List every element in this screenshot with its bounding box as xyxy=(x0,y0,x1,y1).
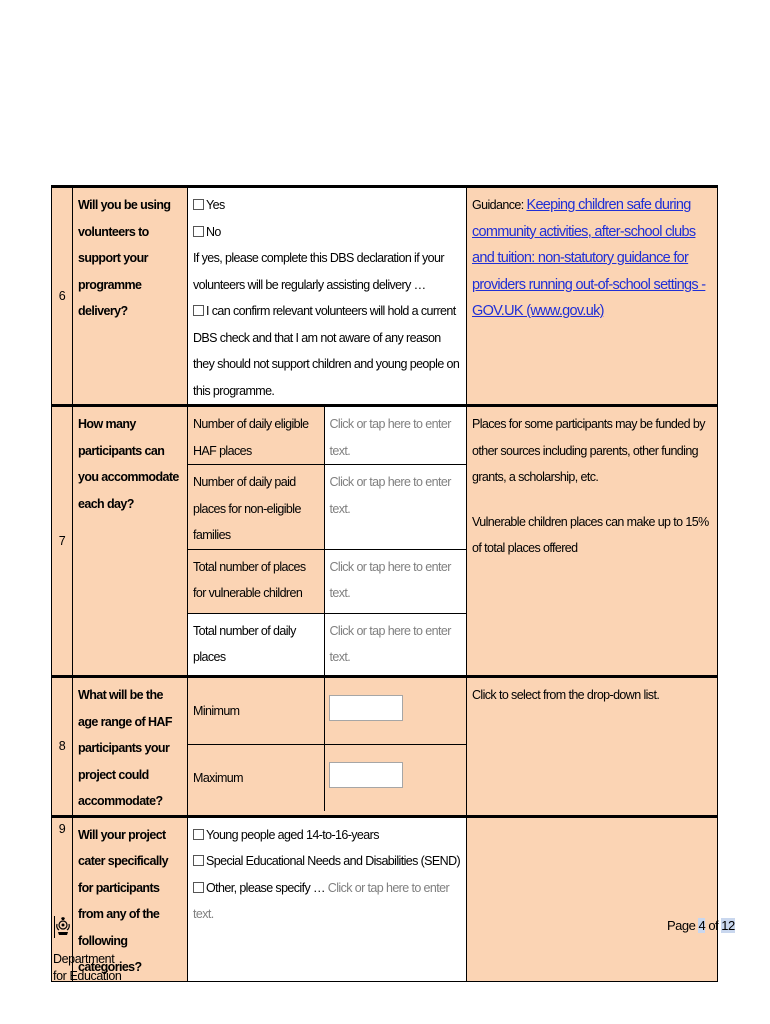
dbs-confirm-text: I can confirm relevant volunteers will hold a current DBS check and that I am not aware of any reason they should not support children and young people on this programme. xyxy=(193,304,460,398)
department-name xyxy=(53,951,123,985)
option-young-people[interactable] xyxy=(193,822,462,849)
age-range-fields xyxy=(188,677,467,817)
page-current: 4 xyxy=(698,918,706,933)
daily-paid-label: Number of daily paid places for non-eligible families xyxy=(188,465,324,550)
maximum-cell xyxy=(324,744,467,811)
checkbox-icon[interactable] xyxy=(193,305,204,316)
question-volunteers: Will you be using volunteers to support your programme delivery? xyxy=(73,187,188,406)
row-6 xyxy=(52,187,718,406)
option-other-label: Other, please specify … xyxy=(206,880,328,895)
daily-eligible-label: Number of daily eligible HAF places xyxy=(188,407,324,465)
option-yes[interactable] xyxy=(193,192,462,219)
total-daily-label: Total number of daily places xyxy=(188,613,324,675)
question-age-range: What will be the age range of HAF participants your project could accommodate? xyxy=(73,677,188,817)
option-send-label: Special Educational Needs and Disabilities (SEND) xyxy=(206,854,461,868)
page-number xyxy=(667,918,735,933)
checkbox-icon[interactable] xyxy=(193,226,204,237)
application-form-table xyxy=(51,185,718,982)
row-number-6: 6 xyxy=(52,187,73,406)
option-young-people-label: Young people aged 14-to-16-years xyxy=(206,827,379,842)
row-9 xyxy=(52,816,718,981)
guidance-link[interactable]: Keeping children safe during community activities, after-school clubs and tuition: non-statutory guidance for providers running out-of-school settings - GOV.UK (www.gov.uk) xyxy=(472,197,706,319)
categories-options xyxy=(188,816,467,981)
age-range-subtable xyxy=(188,678,467,811)
minimum-label: Minimum xyxy=(188,678,324,744)
guidance-vulnerable: Vulnerable children places can make up to 15% of total places offered xyxy=(472,514,709,555)
answer-volunteers xyxy=(188,187,467,406)
dbs-instruction: If yes, please complete this DBS declaration if your volunteers will be regularly assisting delivery … xyxy=(193,251,444,292)
row-7 xyxy=(52,406,718,677)
checkbox-icon[interactable] xyxy=(193,882,204,893)
checkbox-icon[interactable] xyxy=(193,855,204,866)
checkbox-icon[interactable] xyxy=(193,829,204,840)
option-no[interactable] xyxy=(193,219,462,246)
question-categories: Will your project cater specifically for participants from any of the following categories? xyxy=(73,816,188,981)
page-total: 12 xyxy=(721,918,735,933)
row-number-9: 9 xyxy=(52,816,73,981)
guidance-participants xyxy=(467,406,718,677)
guidance-volunteers xyxy=(467,187,718,406)
row-8 xyxy=(52,677,718,817)
option-send[interactable] xyxy=(193,848,462,875)
participants-fields xyxy=(188,406,467,677)
vulnerable-places-input[interactable]: Click or tap here to enter text. xyxy=(324,549,467,613)
guidance-age-range: Click to select from the drop-down list. xyxy=(467,677,718,817)
guidance-prefix: Guidance: xyxy=(472,198,527,212)
row-number-8: 8 xyxy=(52,677,73,817)
other-specify-input[interactable]: Click or tap here to enter text. xyxy=(193,880,450,921)
department-line-2: for Education xyxy=(53,969,122,983)
dfe-logo xyxy=(53,916,123,985)
minimum-cell xyxy=(324,678,467,744)
royal-crest-icon xyxy=(53,916,73,938)
option-other[interactable] xyxy=(193,875,462,928)
option-no-label: No xyxy=(206,224,221,239)
guidance-categories xyxy=(467,816,718,981)
daily-eligible-input[interactable]: Click or tap here to enter text. xyxy=(324,407,467,465)
page-of: of xyxy=(705,918,722,933)
checkbox-icon[interactable] xyxy=(193,199,204,210)
dbs-confirm-option[interactable] xyxy=(193,298,462,404)
maximum-label: Maximum xyxy=(188,744,324,811)
question-participants: How many participants can you accommodate each day? xyxy=(73,406,188,677)
department-line-1: Department xyxy=(53,952,115,966)
guidance-funding: Places for some participants may be funded by other sources including parents, other funding grants, a scholarship, etc. xyxy=(472,417,705,484)
minimum-dropdown[interactable] xyxy=(329,695,403,721)
participants-subtable xyxy=(188,407,467,675)
vulnerable-places-label: Total number of places for vulnerable children xyxy=(188,549,324,613)
maximum-dropdown[interactable] xyxy=(329,762,403,788)
daily-paid-input[interactable]: Click or tap here to enter text. xyxy=(324,465,467,550)
total-daily-input[interactable]: Click or tap here to enter text. xyxy=(324,613,467,675)
option-yes-label: Yes xyxy=(206,198,225,212)
page-prefix: Page xyxy=(667,918,699,933)
row-number-7: 7 xyxy=(52,406,73,677)
